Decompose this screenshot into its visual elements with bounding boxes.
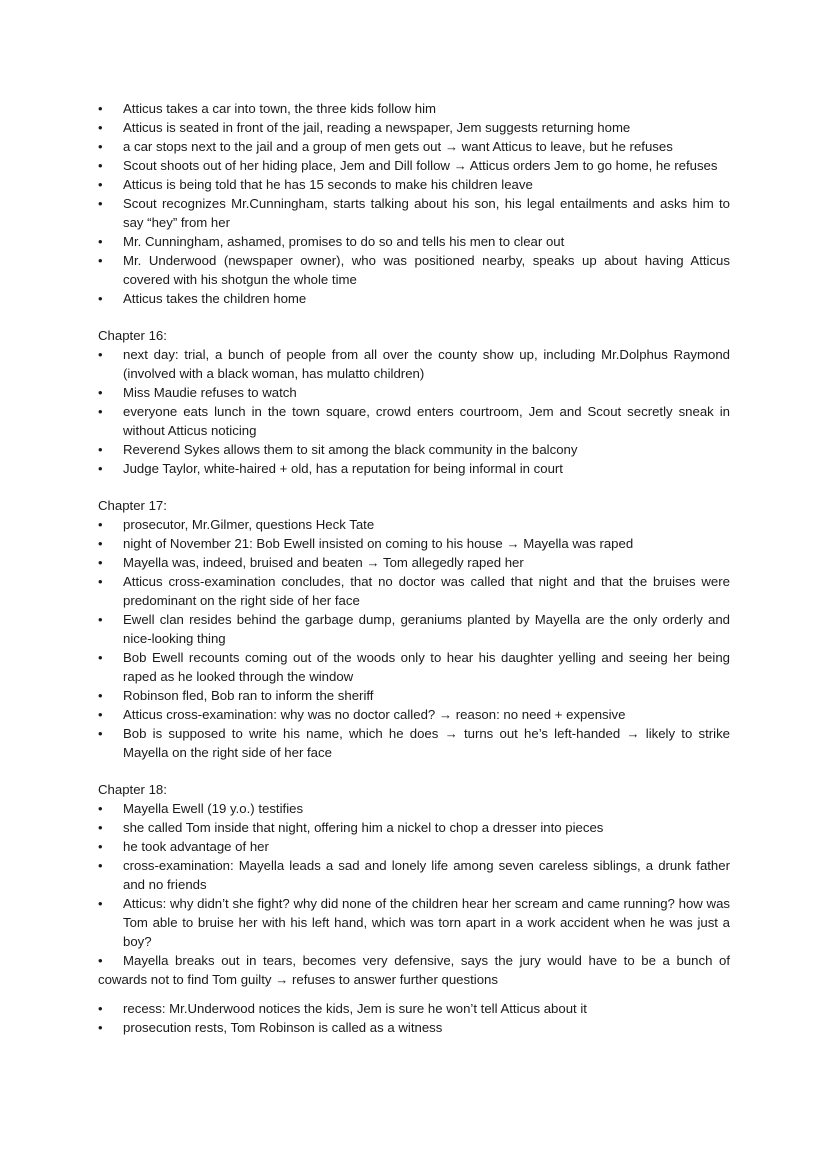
list-item: • Scout recognizes Mr.Cunningham, starts talking about his son, his legal entailments and asks him to say “hey” from her bbox=[98, 194, 730, 232]
list-item: • he took advantage of her bbox=[98, 837, 730, 856]
list-item: • Atticus cross-examination: why was no doctor called? → reason: no need + expensive bbox=[98, 705, 730, 724]
chapter-16-heading: Chapter 16: bbox=[98, 328, 167, 343]
list-item: • Atticus: why didn’t she fight? why did none of the children hear her scream and came running? how was Tom able to bruise her with his left hand, which was torn apart in a work accident when he was just a boy? bbox=[98, 894, 730, 951]
hanging-item-text: Mayella breaks out in tears, becomes very defensive, says the jury would have to be a bunch of cowards not to find Tom guilty → refuses to answer further questions bbox=[98, 953, 730, 987]
list-item: • Mr. Underwood (newspaper owner), who was positioned nearby, speaks up about having Atticus covered with his shotgun the whole time bbox=[98, 251, 730, 289]
chapter-17-heading: Chapter 17: bbox=[98, 498, 167, 513]
list-item: • Robinson fled, Bob ran to inform the sheriff bbox=[98, 686, 730, 705]
chapter-17-bullet-list bbox=[98, 515, 730, 762]
section-spacer bbox=[98, 762, 730, 780]
list-item: • Scout shoots out of her hiding place, Jem and Dill follow → Atticus orders Jem to go home, he refuses bbox=[98, 156, 730, 175]
hanging-list-item bbox=[98, 951, 730, 989]
chapter-18-bullet-list-continued bbox=[98, 999, 730, 1037]
list-item: • a car stops next to the jail and a group of men gets out → want Atticus to leave, but he refuses bbox=[98, 137, 730, 156]
list-item: • Bob Ewell recounts coming out of the woods only to hear his daughter yelling and seeing her being raped as he looked through the window bbox=[98, 648, 730, 686]
list-item: • Atticus is seated in front of the jail, reading a newspaper, Jem suggests returning home bbox=[98, 118, 730, 137]
list-item: • Mayella Ewell (19 y.o.) testifies bbox=[98, 799, 730, 818]
chapter-18-heading: Chapter 18: bbox=[98, 782, 167, 797]
document-page bbox=[98, 99, 730, 1037]
list-item: • Atticus cross-examination concludes, that no doctor was called that night and that the bruises were predominant on the right side of her face bbox=[98, 572, 730, 610]
list-item: • Ewell clan resides behind the garbage dump, geraniums planted by Mayella are the only orderly and nice-looking thing bbox=[98, 610, 730, 648]
list-item: • night of November 21: Bob Ewell insisted on coming to his house → Mayella was raped bbox=[98, 534, 730, 553]
list-item: • Mayella was, indeed, bruised and beaten → Tom allegedly raped her bbox=[98, 553, 730, 572]
list-item: • she called Tom inside that night, offering him a nickel to chop a dresser into pieces bbox=[98, 818, 730, 837]
list-item: • Miss Maudie refuses to watch bbox=[98, 383, 730, 402]
list-item: • Judge Taylor, white-haired + old, has a reputation for being informal in court bbox=[98, 459, 730, 478]
list-item: • Atticus takes a car into town, the three kids follow him bbox=[98, 99, 730, 118]
section-spacer bbox=[98, 308, 730, 326]
list-item: • recess: Mr.Underwood notices the kids, Jem is sure he won’t tell Atticus about it bbox=[98, 999, 730, 1018]
list-item: • Atticus takes the children home bbox=[98, 289, 730, 308]
bullet-icon: • bbox=[98, 953, 103, 968]
intro-bullet-list bbox=[98, 99, 730, 308]
list-item: • everyone eats lunch in the town square, crowd enters courtroom, Jem and Scout secretly sneak in without Atticus noticing bbox=[98, 402, 730, 440]
list-item: • Reverend Sykes allows them to sit among the black community in the balcony bbox=[98, 440, 730, 459]
list-item: • Atticus is being told that he has 15 seconds to make his children leave bbox=[98, 175, 730, 194]
list-item: • Mr. Cunningham, ashamed, promises to do so and tells his men to clear out bbox=[98, 232, 730, 251]
chapter-16-bullet-list bbox=[98, 345, 730, 478]
list-item: • prosecutor, Mr.Gilmer, questions Heck Tate bbox=[98, 515, 730, 534]
chapter-18-bullet-list bbox=[98, 799, 730, 951]
list-item: • Bob is supposed to write his name, which he does → turns out he’s left-handed → likely to strike Mayella on the right side of her face bbox=[98, 724, 730, 762]
list-item: • prosecution rests, Tom Robinson is called as a witness bbox=[98, 1018, 730, 1037]
list-item: • cross-examination: Mayella leads a sad and lonely life among seven careless siblings, a drunk father and no friends bbox=[98, 856, 730, 894]
section-spacer bbox=[98, 989, 730, 999]
section-spacer bbox=[98, 478, 730, 496]
list-item: • next day: trial, a bunch of people from all over the county show up, including Mr.Dolphus Raymond (involved with a black woman, has mulatto children) bbox=[98, 345, 730, 383]
